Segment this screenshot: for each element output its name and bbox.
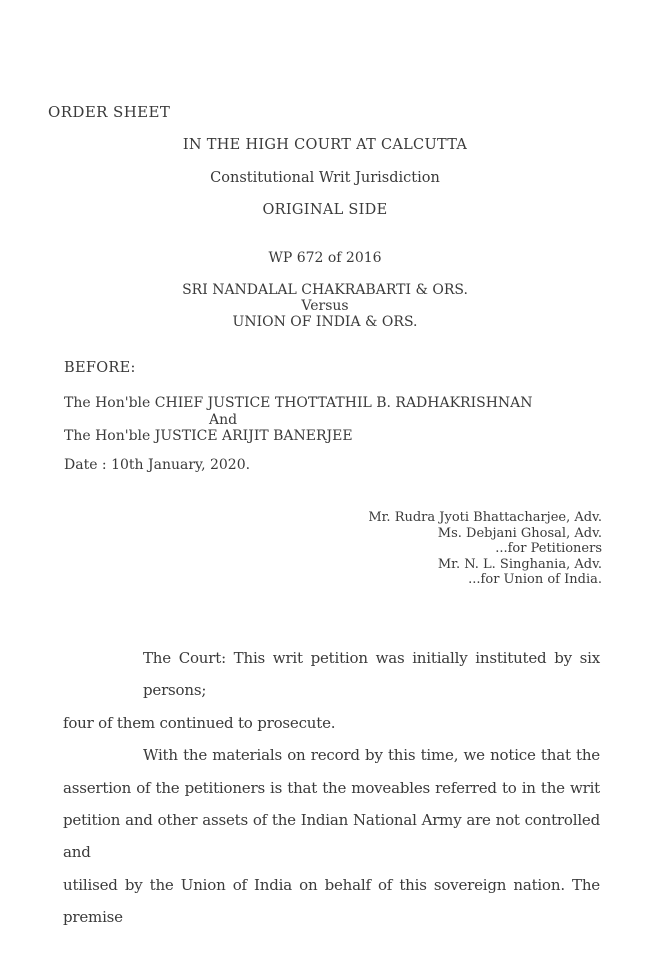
side-line: ORIGINAL SIDE xyxy=(262,202,388,218)
bench-block xyxy=(64,395,533,445)
parties-block xyxy=(0,282,650,330)
order-paragraph1-line1: The Court: This writ petition was initially instituted by six persons; xyxy=(143,649,600,700)
respondent-name: UNION OF INDIA & ORS. xyxy=(232,314,418,330)
order-sheet-label: ORDER SHEET xyxy=(48,103,171,121)
case-number: WP 672 of 2016 xyxy=(268,250,382,266)
appearance-line-for-union: ...for Union of India. xyxy=(468,572,602,588)
appearance-line-petitioner-adv-2: Ms. Debjani Ghosal, Adv. xyxy=(437,525,602,541)
judge-line-2: The Hon'ble JUSTICE ARIJIT BANERJEE xyxy=(64,428,353,444)
court-name: IN THE HIGH COURT AT CALCUTTA xyxy=(182,137,468,153)
appearance-line-petitioner-adv-1: Mr. Rudra Jyoti Bhattacharjee, Adv. xyxy=(368,510,602,525)
order-body xyxy=(63,642,600,934)
judge-line-1: The Hon'ble CHIEF JUSTICE THOTTATHIL B. RADHAKRISHNAN xyxy=(64,395,533,411)
petitioner-name: SRI NANDALAL CHAKRABARTI & ORS. xyxy=(182,282,468,298)
appearance-line-for-petitioners: ...for Petitioners xyxy=(495,541,602,557)
order-paragraph2-line1: With the materials on record by this time, we notice that the xyxy=(143,746,600,765)
versus-label: Versus xyxy=(301,298,349,314)
order-paragraph2-line4: utilised by the Union of India on behalf of this sovereign nation. The premise xyxy=(63,875,600,927)
appearances-block xyxy=(368,510,602,588)
order-paragraph2-line2: assertion of the petitioners is that the moveables referred to in the writ xyxy=(63,778,600,797)
date-line: Date : 10th January, 2020. xyxy=(64,457,251,473)
jurisdiction-line: Constitutional Writ Jurisdiction xyxy=(210,170,440,186)
order-paragraph1-line2: four of them continued to prosecute. xyxy=(63,713,336,732)
bench-conjunction: And xyxy=(209,411,238,428)
before-label: BEFORE: xyxy=(64,360,136,376)
order-paragraph2-line3: petition and other assets of the Indian National Army are not controlled and xyxy=(63,811,600,862)
appearance-line-union-adv: Mr. N. L. Singhania, Adv. xyxy=(437,556,602,572)
